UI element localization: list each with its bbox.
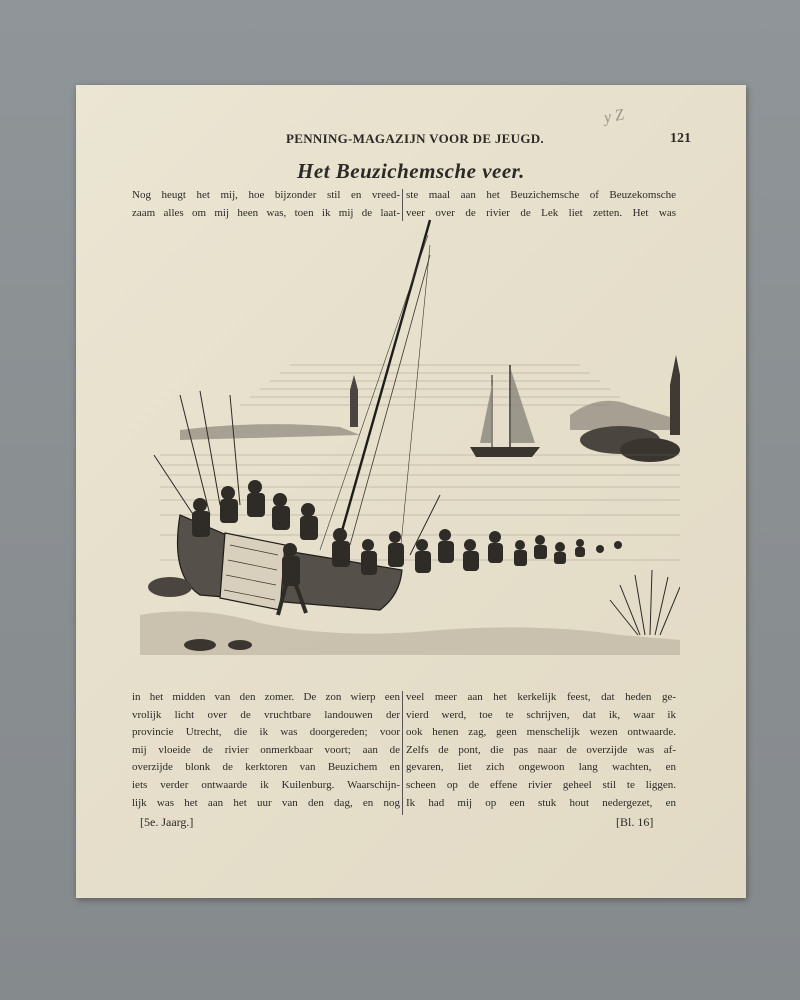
text-line: Zelfs de pont, die pas naar de overzijde was af- xyxy=(406,743,676,756)
text-line: ook henen zag, geen menschelijk wezen ontwaarde. xyxy=(406,726,676,739)
text-line: veer over de rivier de Lek liet zetten. Het was xyxy=(406,206,676,219)
text-line: provincie Utrecht, die ik was doorgereden; voor xyxy=(132,726,400,739)
running-head: PENNING-MAGAZIJN VOOR DE JEUGD. xyxy=(286,131,544,146)
text-line: zaam alles om mij heen was, toen ik mij de laat- xyxy=(132,206,400,219)
volume-signature: [5e. Jaarg.] xyxy=(140,815,194,829)
text-line: Nog heugt het mij, hoe bijzonder stil en vreed- xyxy=(132,189,400,201)
sheet-signature: [Bl. 16] xyxy=(616,815,654,829)
article-title: Het Beuzichemsche veer. xyxy=(297,159,525,183)
text-line: veel meer aan het kerkelijk feest, dat heden ge- xyxy=(406,691,676,703)
text-line: gevaren, liet zich ongewoon lang wachten, en xyxy=(406,761,676,774)
magazine-page xyxy=(76,85,746,898)
text-line: ste maal aan het Beuzichemsche of Beuzekomsche xyxy=(406,189,676,201)
text-line: overzijde blonk de kerktoren van Beuzichem en xyxy=(132,761,400,774)
page-header xyxy=(76,131,746,151)
text-line: vierd werd, toe te schrijven, dat ik, waar ik xyxy=(406,708,676,721)
engraving-illustration xyxy=(140,215,680,655)
text-line: scheen op de effene rivier geheel stil te liggen. xyxy=(406,778,676,791)
text-line: in het midden van den zomer. De zon wierp een xyxy=(132,691,400,703)
text-line: lijk was het aan het uur van den dag, en nog xyxy=(132,796,400,809)
text-line: mij vloeide de rivier onmerkbaar voort; aan de xyxy=(132,743,400,756)
page-number: 121 xyxy=(670,131,691,146)
text-line: Ik had mij op een stuk hout nedergezet, en xyxy=(406,796,676,809)
text-column-right-bottom xyxy=(406,689,676,812)
handwritten-note: y Z xyxy=(602,106,626,127)
text-line: iets verder ontwaarde ik Kuilenburg. Waarschijn- xyxy=(132,778,400,791)
column-divider xyxy=(402,691,403,815)
text-column-left-bottom xyxy=(132,689,400,812)
text-line: vrolijk licht over de vruchtbare landouwen der xyxy=(132,708,400,721)
